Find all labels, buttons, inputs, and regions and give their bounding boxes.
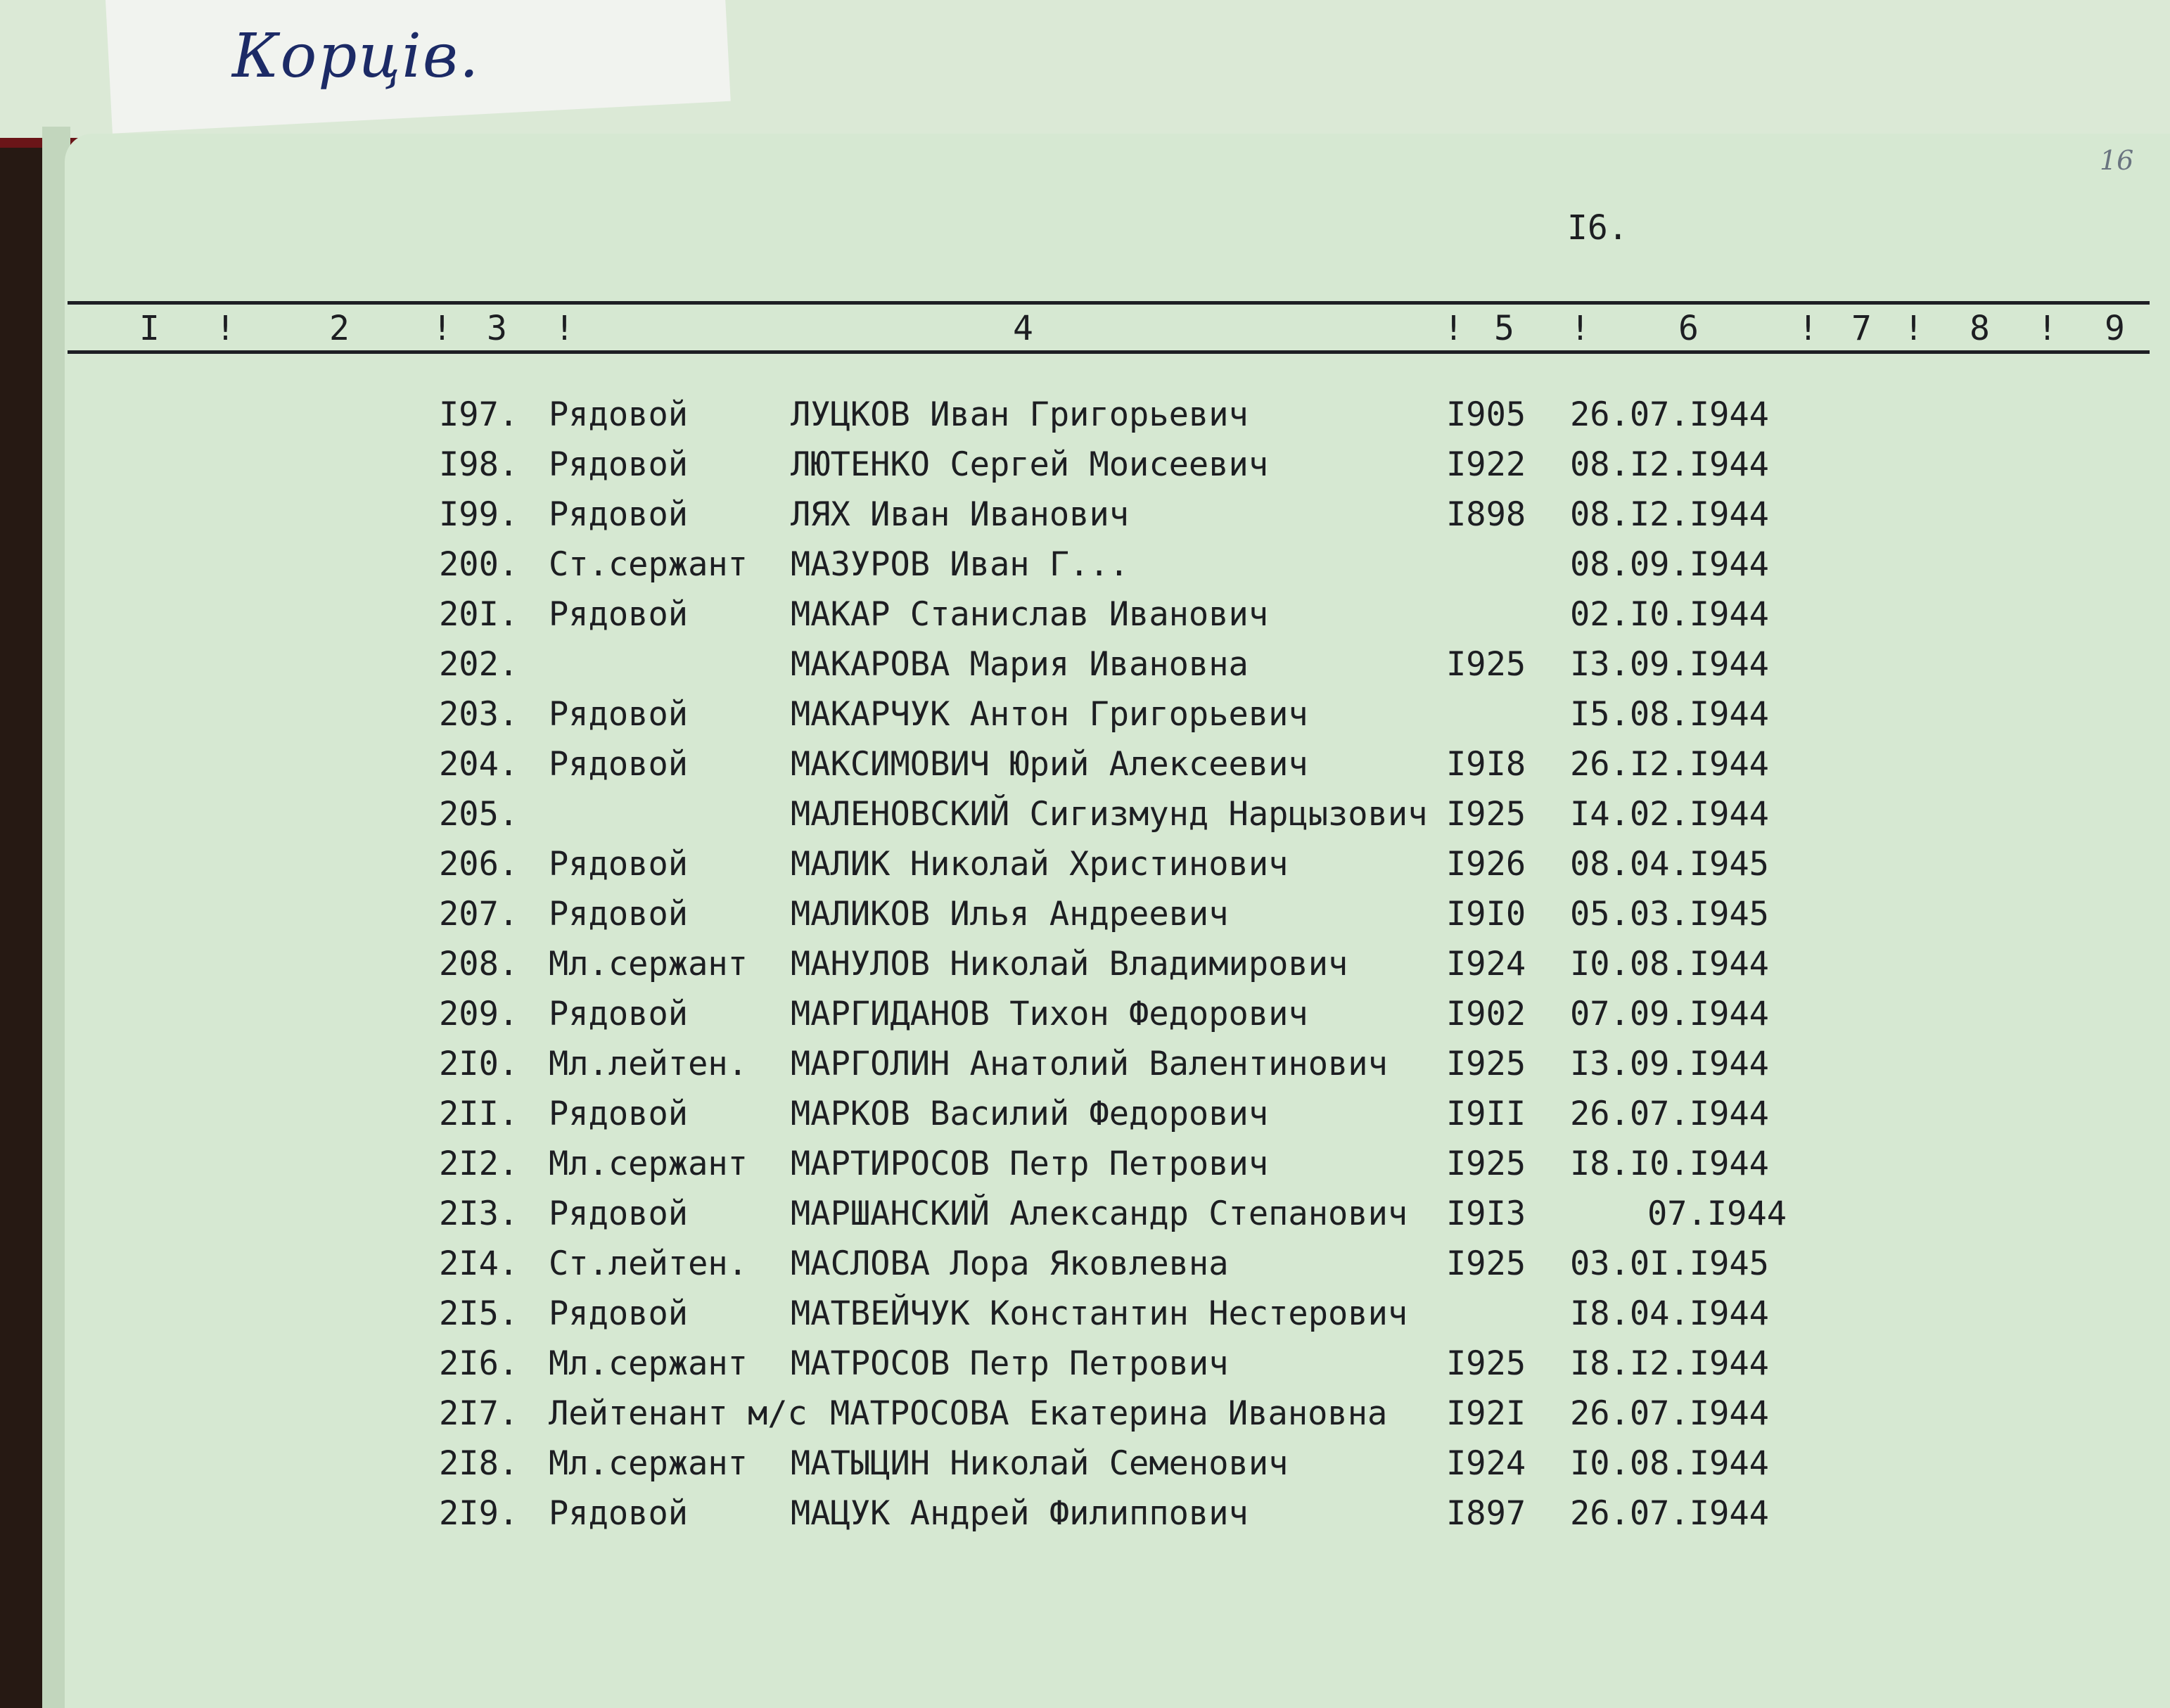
- row-name: МАКСИМОВИЧ Юрий Алексеевич: [791, 745, 1308, 784]
- row-date: 08.04.I945: [1570, 845, 1769, 884]
- table-row: [0, 790, 2170, 839]
- row-birth-year: I92I: [1446, 1394, 1526, 1433]
- row-date: I3.09.I944: [1570, 645, 1769, 684]
- row-number: 2I4.: [439, 1244, 519, 1283]
- row-name: МАЗУРОВ Иван Г...: [791, 545, 1130, 584]
- row-name: МАТЫЦИН Николай Семенович: [791, 1444, 1289, 1483]
- row-name: МАТВЕЙЧУК Константин Нестерович: [791, 1294, 1408, 1333]
- row-birth-year: I9II: [1446, 1095, 1526, 1133]
- col-separator: !: [1443, 309, 1464, 348]
- row-name: МАРГИДАНОВ Тихон Федорович: [791, 995, 1308, 1033]
- row-name: МАКАРОВА Мария Ивановна: [791, 645, 1249, 684]
- row-name: ЛЮТЕНКО Сергей Моисеевич: [791, 445, 1269, 484]
- row-rank: Лейтенант м/с: [549, 1394, 808, 1433]
- row-number: 2I7.: [439, 1394, 519, 1433]
- row-date: 08.I2.I944: [1570, 495, 1769, 534]
- row-rank: Рядовой: [549, 895, 689, 933]
- row-birth-year: I898: [1446, 495, 1526, 534]
- row-number: 208.: [439, 945, 519, 983]
- row-number: I98.: [439, 445, 519, 484]
- row-name: МАКАРЧУК Антон Григорьевич: [791, 695, 1308, 734]
- table-row: [0, 540, 2170, 589]
- row-number: 2I2.: [439, 1145, 519, 1183]
- row-number: 202.: [439, 645, 519, 684]
- row-rank: Рядовой: [549, 845, 689, 884]
- row-name: МАНУЛОВ Николай Владимирович: [791, 945, 1348, 983]
- table-row: [0, 490, 2170, 540]
- row-rank: Ст.сержант: [549, 545, 748, 584]
- row-name: МАРТИРОСОВ Петр Петрович: [791, 1145, 1269, 1183]
- table-row: [0, 1489, 2170, 1538]
- row-rank: Рядовой: [549, 695, 689, 734]
- row-birth-year: I9I8: [1446, 745, 1526, 784]
- row-date: 26.07.I944: [1570, 1095, 1769, 1133]
- col-3-label: 3: [487, 309, 507, 348]
- row-date: I8.I2.I944: [1570, 1344, 1769, 1383]
- row-number: 2I0.: [439, 1045, 519, 1083]
- row-name: ЛУЦКОВ Иван Григорьевич: [791, 395, 1249, 434]
- row-birth-year: I926: [1446, 845, 1526, 884]
- table-row: [0, 640, 2170, 689]
- row-rank: Рядовой: [549, 395, 689, 434]
- row-birth-year: I9I3: [1446, 1194, 1526, 1233]
- row-rank: Рядовой: [549, 495, 689, 534]
- table-row: [0, 690, 2170, 739]
- col-separator: !: [1570, 309, 1590, 348]
- row-rank: Рядовой: [549, 745, 689, 784]
- col-4-label: 4: [1013, 309, 1033, 348]
- table-row: [0, 1389, 2170, 1439]
- table-row: [0, 1140, 2170, 1189]
- row-rank: Мл.лейтен.: [549, 1045, 748, 1083]
- col-separator: !: [1903, 309, 1924, 348]
- row-number: 2I5.: [439, 1294, 519, 1333]
- table-row: [0, 890, 2170, 939]
- row-birth-year: I9I0: [1446, 895, 1526, 933]
- row-name: МАЛЕНОВСКИЙ Сигизмунд Нарцызович: [791, 795, 1428, 834]
- row-date: 07.I944: [1647, 1194, 1787, 1233]
- row-number: 209.: [439, 995, 519, 1033]
- header-rule-bottom: [68, 350, 2150, 354]
- row-date: 26.07.I944: [1570, 1494, 1769, 1533]
- row-name: МАРГОЛИН Анатолий Валентинович: [791, 1045, 1388, 1083]
- row-name: МАКАР Станислав Иванович: [791, 595, 1269, 634]
- table-row: [0, 1190, 2170, 1239]
- row-date: I4.02.I944: [1570, 795, 1769, 834]
- row-rank: Рядовой: [549, 1494, 689, 1533]
- row-name: МАСЛОВА Лора Яковлевна: [791, 1244, 1229, 1283]
- row-date: 08.09.I944: [1570, 545, 1769, 584]
- row-birth-year: I925: [1446, 1344, 1526, 1383]
- row-number: 2I8.: [439, 1444, 519, 1483]
- col-separator: !: [2037, 309, 2057, 348]
- table-row: [0, 1040, 2170, 1089]
- table-row: [0, 1339, 2170, 1389]
- row-number: 203.: [439, 695, 519, 734]
- row-rank: Рядовой: [549, 1194, 689, 1233]
- row-date: 26.I2.I944: [1570, 745, 1769, 784]
- row-name: МАРШАНСКИЙ Александр Степанович: [791, 1194, 1408, 1233]
- row-date: 07.09.I944: [1570, 995, 1769, 1033]
- row-rank: Рядовой: [549, 995, 689, 1033]
- table-row: [0, 1439, 2170, 1489]
- row-date: 26.07.I944: [1570, 395, 1769, 434]
- row-birth-year: I902: [1446, 995, 1526, 1033]
- header-rule-top: [68, 301, 2150, 305]
- row-number: 207.: [439, 895, 519, 933]
- table-row: [0, 990, 2170, 1039]
- row-rank: Рядовой: [549, 1095, 689, 1133]
- col-7-label: 7: [1851, 309, 1872, 348]
- table-row: [0, 390, 2170, 440]
- col-2-label: 2: [329, 309, 350, 348]
- table-row: [0, 840, 2170, 889]
- col-separator: !: [1798, 309, 1818, 348]
- row-rank: Мл.сержант: [549, 1145, 748, 1183]
- row-birth-year: I925: [1446, 1045, 1526, 1083]
- col-separator: !: [432, 309, 452, 348]
- table-row: [0, 740, 2170, 789]
- handwritten-note: Корців.: [232, 21, 480, 91]
- row-number: 204.: [439, 745, 519, 784]
- row-name: МАЛИКОВ Илья Андреевич: [791, 895, 1229, 933]
- row-rank: Мл.сержант: [549, 1344, 748, 1383]
- row-number: 205.: [439, 795, 519, 834]
- table-row: [0, 1239, 2170, 1289]
- row-number: 2II.: [439, 1095, 519, 1133]
- row-birth-year: I905: [1446, 395, 1526, 434]
- col-1-label: I: [139, 309, 160, 348]
- row-name: МАЦУК Андрей Филиппович: [791, 1494, 1249, 1533]
- row-birth-year: I924: [1446, 945, 1526, 983]
- col-9-label: 9: [2105, 309, 2125, 348]
- row-number: 206.: [439, 845, 519, 884]
- col-separator: !: [215, 309, 236, 348]
- row-birth-year: I925: [1446, 795, 1526, 834]
- pencil-folio-number: 16: [2100, 145, 2134, 176]
- row-date: 08.I2.I944: [1570, 445, 1769, 484]
- row-date: 05.03.I945: [1570, 895, 1769, 933]
- row-number: I99.: [439, 495, 519, 534]
- row-name: МАТРОСОВА Екатерина Ивановна: [830, 1394, 1388, 1433]
- row-number: 2I3.: [439, 1194, 519, 1233]
- col-5-label: 5: [1494, 309, 1514, 348]
- table-row: [0, 940, 2170, 989]
- row-name: МАЛИК Николай Христинович: [791, 845, 1289, 884]
- row-name: МАРКОВ Василий Федорович: [791, 1095, 1269, 1133]
- col-6-label: 6: [1678, 309, 1699, 348]
- row-rank: Рядовой: [549, 595, 689, 634]
- row-birth-year: I925: [1446, 1145, 1526, 1183]
- row-birth-year: I924: [1446, 1444, 1526, 1483]
- table-row: [0, 1289, 2170, 1339]
- row-birth-year: I897: [1446, 1494, 1526, 1533]
- row-number: 200.: [439, 545, 519, 584]
- row-rank: Мл.сержант: [549, 1444, 748, 1483]
- page-number: I6.: [1567, 208, 1628, 248]
- row-number: 20I.: [439, 595, 519, 634]
- col-separator: !: [554, 309, 575, 348]
- column-header: [68, 307, 2150, 350]
- row-date: I5.08.I944: [1570, 695, 1769, 734]
- row-rank: Рядовой: [549, 445, 689, 484]
- table-row: [0, 590, 2170, 639]
- row-number: 2I6.: [439, 1344, 519, 1383]
- row-date: 03.0I.I945: [1570, 1244, 1769, 1283]
- row-rank: Ст.лейтен.: [549, 1244, 748, 1283]
- row-rank: Рядовой: [549, 1294, 689, 1333]
- row-birth-year: I925: [1446, 645, 1526, 684]
- row-date: I0.08.I944: [1570, 1444, 1769, 1483]
- row-date: 02.I0.I944: [1570, 595, 1769, 634]
- row-name: ЛЯХ Иван Иванович: [791, 495, 1130, 534]
- row-date: I0.08.I944: [1570, 945, 1769, 983]
- row-date: I3.09.I944: [1570, 1045, 1769, 1083]
- col-8-label: 8: [1970, 309, 1990, 348]
- row-rank: Мл.сержант: [549, 945, 748, 983]
- table-row: [0, 1090, 2170, 1139]
- row-number: I97.: [439, 395, 519, 434]
- row-date: I8.04.I944: [1570, 1294, 1769, 1333]
- row-date: I8.I0.I944: [1570, 1145, 1769, 1183]
- row-date: 26.07.I944: [1570, 1394, 1769, 1433]
- row-birth-year: I922: [1446, 445, 1526, 484]
- row-number: 2I9.: [439, 1494, 519, 1533]
- row-name: МАТРОСОВ Петр Петрович: [791, 1344, 1229, 1383]
- table-row: [0, 440, 2170, 490]
- row-birth-year: I925: [1446, 1244, 1526, 1283]
